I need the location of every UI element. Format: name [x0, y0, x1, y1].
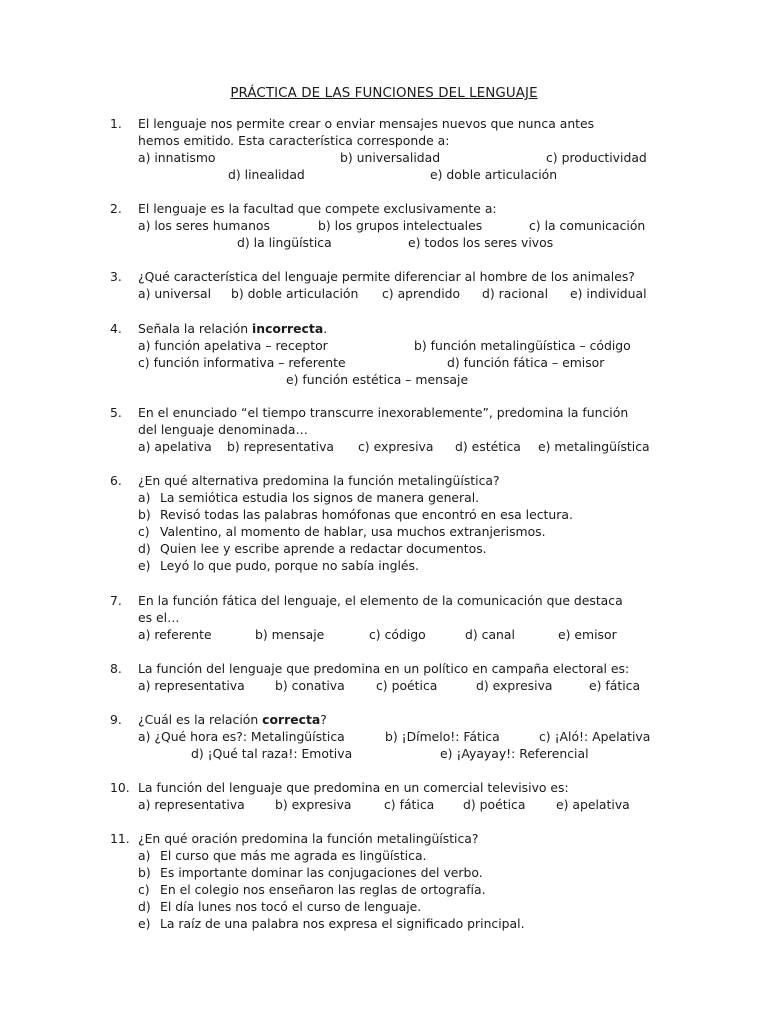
- option-letter: d): [138, 541, 151, 556]
- question-text: del lenguaje denominada…: [138, 422, 308, 437]
- question-text: [138, 711, 327, 728]
- list-item: [110, 540, 670, 557]
- option-letter: c): [138, 524, 150, 539]
- question-11: [110, 830, 670, 932]
- question-5: [110, 404, 670, 455]
- option-a: a) referente: [138, 627, 212, 642]
- question-text: ¿En qué oración predomina la función metalingüística?: [138, 831, 479, 846]
- option-e: e) metalingüística: [538, 439, 650, 454]
- option-c: c) productividad: [546, 150, 647, 165]
- option-c: c) la comunicación: [529, 218, 646, 233]
- option-text: Leyó lo que pudo, porque no sabía inglés.: [160, 558, 419, 573]
- question-number: 5.: [110, 405, 122, 420]
- option-e: e) emisor: [558, 627, 617, 642]
- question-4: [110, 320, 670, 388]
- question-keyword: incorrecta: [252, 321, 324, 336]
- option-d: d) poética: [463, 797, 526, 812]
- option-d: d) canal: [465, 627, 515, 642]
- option-b: b) ¡Dímelo!: Fática: [385, 729, 500, 744]
- list-item: [110, 881, 670, 898]
- question-number: 10.: [110, 780, 130, 795]
- question-text: La función del lenguaje que predomina en un comercial televisivo es:: [138, 780, 569, 795]
- option-d: d) función fática – emisor: [447, 355, 605, 370]
- list-item: [110, 557, 670, 574]
- option-d: d) ¡Qué tal raza!: Emotiva: [191, 746, 353, 761]
- question-text-part: ¿Cuál es la relación: [138, 712, 263, 727]
- question-text: [138, 320, 327, 337]
- option-c: c) poética: [376, 678, 438, 693]
- option-b: b) universalidad: [340, 150, 441, 165]
- option-letter: d): [138, 899, 151, 914]
- option-text: El día lunes nos tocó el curso de lenguaje.: [160, 899, 422, 914]
- option-d: d) linealidad: [228, 167, 305, 182]
- option-b: b) mensaje: [255, 627, 325, 642]
- option-e: e) todos los seres vivos: [408, 235, 554, 250]
- list-item: [110, 523, 670, 540]
- option-a: a) los seres humanos: [138, 218, 270, 233]
- option-d: d) la lingüística: [237, 235, 332, 250]
- list-item: [110, 489, 670, 506]
- option-letter: e): [138, 558, 151, 573]
- question-1: [110, 115, 670, 183]
- list-item: [110, 898, 670, 915]
- option-text: Revisó todas las palabras homófonas que encontró en esa lectura.: [160, 507, 573, 522]
- option-c: c) ¡Aló!: Apelativa: [539, 729, 651, 744]
- option-text: El curso que más me agrada es lingüística.: [160, 848, 427, 863]
- question-7: [110, 592, 670, 643]
- option-b: b) los grupos intelectuales: [318, 218, 483, 233]
- option-text: La raíz de una palabra nos expresa el significado principal.: [160, 916, 525, 931]
- question-keyword: correcta: [262, 712, 321, 727]
- option-c: c) aprendido: [382, 286, 461, 301]
- question-text: hemos emitido. Esta característica corresponde a:: [138, 133, 450, 148]
- question-text: El lenguaje es la facultad que compete exclusivamente a:: [138, 201, 497, 216]
- option-a: a) función apelativa – receptor: [138, 338, 328, 353]
- option-c: c) fática: [384, 797, 435, 812]
- option-d: d) estética: [455, 439, 521, 454]
- question-text-part: Señala la relación: [138, 321, 252, 336]
- option-e: e) doble articulación: [430, 167, 558, 182]
- question-number: 6.: [110, 473, 122, 488]
- option-text: Valentino, al momento de hablar, usa muchos extranjerismos.: [160, 524, 546, 539]
- question-2: [110, 200, 670, 251]
- question-number: 4.: [110, 321, 122, 336]
- option-letter: c): [138, 882, 150, 897]
- option-text: Quien lee y escribe aprende a redactar documentos.: [160, 541, 487, 556]
- page-title: PRÁCTICA DE LAS FUNCIONES DEL LENGUAJE: [230, 86, 538, 101]
- option-letter: b): [138, 507, 151, 522]
- option-a: a) universal: [138, 286, 212, 301]
- option-e: e) individual: [570, 286, 647, 301]
- question-6: [110, 472, 670, 574]
- option-text: La semiótica estudia los signos de manera general.: [160, 490, 480, 505]
- question-10: [110, 779, 670, 813]
- question-text: ¿En qué alternativa predomina la función metalingüística?: [138, 473, 500, 488]
- option-letter: a): [138, 490, 151, 505]
- option-d: d) expresiva: [476, 678, 553, 693]
- question-text-part: ?: [320, 712, 327, 727]
- question-text: ¿Qué característica del lenguaje permite diferenciar al hombre de los animales?: [138, 269, 635, 284]
- option-c: c) expresiva: [358, 439, 434, 454]
- question-text: En el enunciado “el tiempo transcurre inexorablemente”, predomina la función: [138, 405, 629, 420]
- option-a: a) innatismo: [138, 150, 216, 165]
- option-e: e) fática: [589, 678, 641, 693]
- option-letter: b): [138, 865, 151, 880]
- list-item: [110, 506, 670, 523]
- question-3: [110, 268, 670, 302]
- option-b: b) conativa: [275, 678, 345, 693]
- question-number: 8.: [110, 661, 122, 676]
- list-item: [110, 864, 670, 881]
- option-b: b) representativa: [227, 439, 335, 454]
- question-9: [110, 711, 670, 762]
- option-c: c) código: [369, 627, 426, 642]
- question-8: [110, 660, 670, 694]
- question-number: 2.: [110, 201, 122, 216]
- option-a: a) ¿Qué hora es?: Metalingüística: [138, 729, 345, 744]
- option-e: e) ¡Ayayay!: Referencial: [440, 746, 589, 761]
- option-b: b) doble articulación: [231, 286, 359, 301]
- option-e: e) apelativa: [556, 797, 630, 812]
- option-text: Es importante dominar las conjugaciones del verbo.: [160, 865, 483, 880]
- question-number: 3.: [110, 269, 122, 284]
- question-text-part: .: [323, 321, 328, 336]
- option-a: a) representativa: [138, 678, 245, 693]
- option-letter: e): [138, 916, 151, 931]
- list-item: [110, 915, 670, 932]
- option-e: e) función estética – mensaje: [286, 372, 469, 387]
- question-number: 1.: [110, 116, 122, 131]
- question-number: 7.: [110, 593, 122, 608]
- question-text: es el…: [138, 610, 180, 625]
- option-text: En el colegio nos enseñaron las reglas de ortografía.: [160, 882, 486, 897]
- question-text: El lenguaje nos permite crear o enviar mensajes nuevos que nunca antes: [138, 116, 595, 131]
- option-b: b) expresiva: [275, 797, 352, 812]
- question-text: En la función fática del lenguaje, el elemento de la comunicación que destaca: [138, 593, 623, 608]
- option-c: c) función informativa – referente: [138, 355, 346, 370]
- question-text: La función del lenguaje que predomina en un político en campaña electoral es:: [138, 661, 630, 676]
- option-b: b) función metalingüística – código: [414, 338, 631, 353]
- option-a: a) representativa: [138, 797, 245, 812]
- option-a: a) apelativa: [138, 439, 212, 454]
- option-d: d) racional: [482, 286, 549, 301]
- question-number: 9.: [110, 712, 122, 727]
- question-number: 11.: [110, 831, 130, 846]
- option-letter: a): [138, 848, 151, 863]
- list-item: [110, 847, 670, 864]
